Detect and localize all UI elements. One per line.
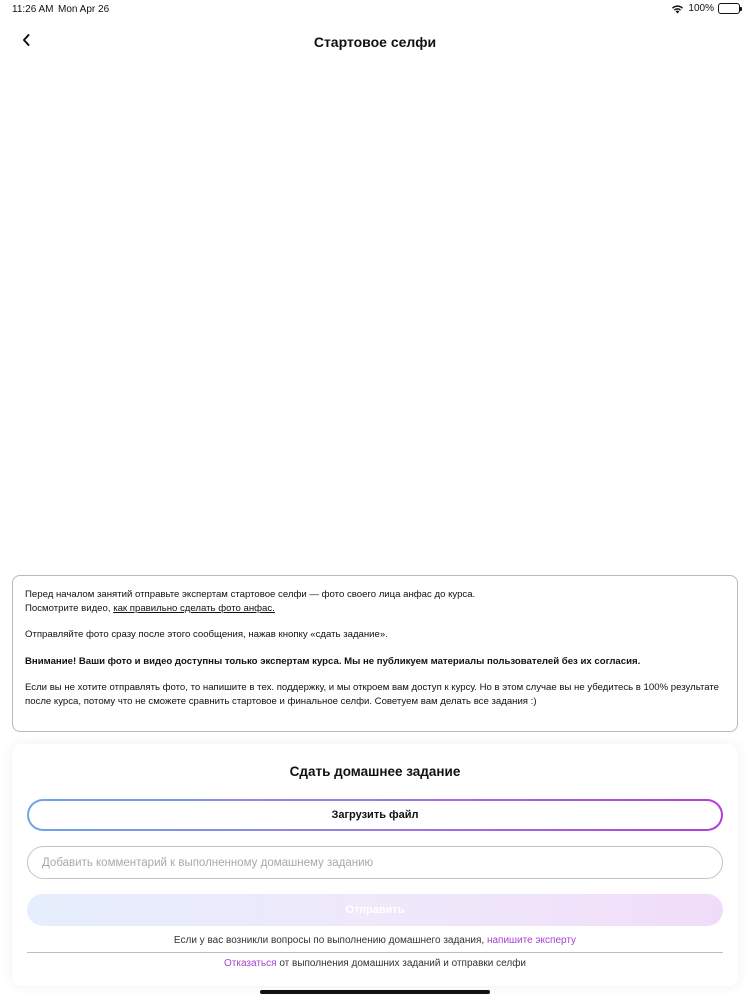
homework-title: Сдать домашнее задание	[289, 764, 461, 779]
status-date: Mon Apr 26	[58, 4, 110, 15]
info-line-5: Если вы не хотите отправлять фото, то напишите в тех. поддержку, и мы откроем вам доступ к курсу. Но в этом случае вы не убедитесь в 100% результате после курса, потому что не сможете сравнить стартовое и финальное селфи. Советуем вам делать все задания :)	[25, 682, 719, 707]
privacy-warning: Внимание! Ваши фото и видео доступны только экспертам курса. Мы не публикуем материалы пользователей без их согласия.	[25, 655, 641, 667]
upload-file-label: Загрузить файл	[29, 801, 721, 829]
send-button[interactable]: Отправить	[27, 894, 723, 926]
comment-input[interactable]	[27, 846, 723, 879]
homework-card	[12, 744, 738, 986]
upload-file-button[interactable]	[27, 799, 723, 831]
battery-percent: 100%	[688, 3, 714, 14]
decline-text	[12, 958, 738, 969]
help-text-prefix: Если у вас возникли вопросы по выполнению домашнего задания,	[173, 935, 485, 946]
how-to-photo-link[interactable]: как правильно сделать фото анфас.	[113, 602, 275, 614]
write-expert-link[interactable]: напишите эксперту	[486, 935, 577, 946]
battery-icon	[718, 3, 740, 14]
info-line-1: Перед началом занятий отправьте экспертам стартовое селфи — фото своего лица анфас до курса.	[25, 589, 476, 600]
info-line-3: Отправляйте фото сразу после этого сообщения, нажав кнопку «сдать задание».	[25, 629, 388, 640]
video-player-area[interactable]	[0, 62, 750, 567]
status-bar	[0, 0, 750, 18]
info-line-2	[25, 602, 725, 616]
decline-link[interactable]: Отказаться	[223, 958, 277, 969]
divider	[27, 952, 723, 953]
status-time: 11:26 AM	[12, 4, 54, 15]
page-title: Стартовое селфи	[313, 34, 437, 50]
instructions-box	[12, 575, 738, 732]
nav-bar	[0, 26, 750, 58]
wifi-icon	[671, 4, 684, 14]
decline-suffix: от выполнения домашних заданий и отправки селфи	[279, 958, 527, 969]
home-indicator[interactable]	[260, 990, 490, 994]
info-line-2-prefix: Посмотрите видео,	[25, 602, 111, 614]
status-indicators	[671, 3, 740, 14]
help-text	[12, 935, 738, 946]
